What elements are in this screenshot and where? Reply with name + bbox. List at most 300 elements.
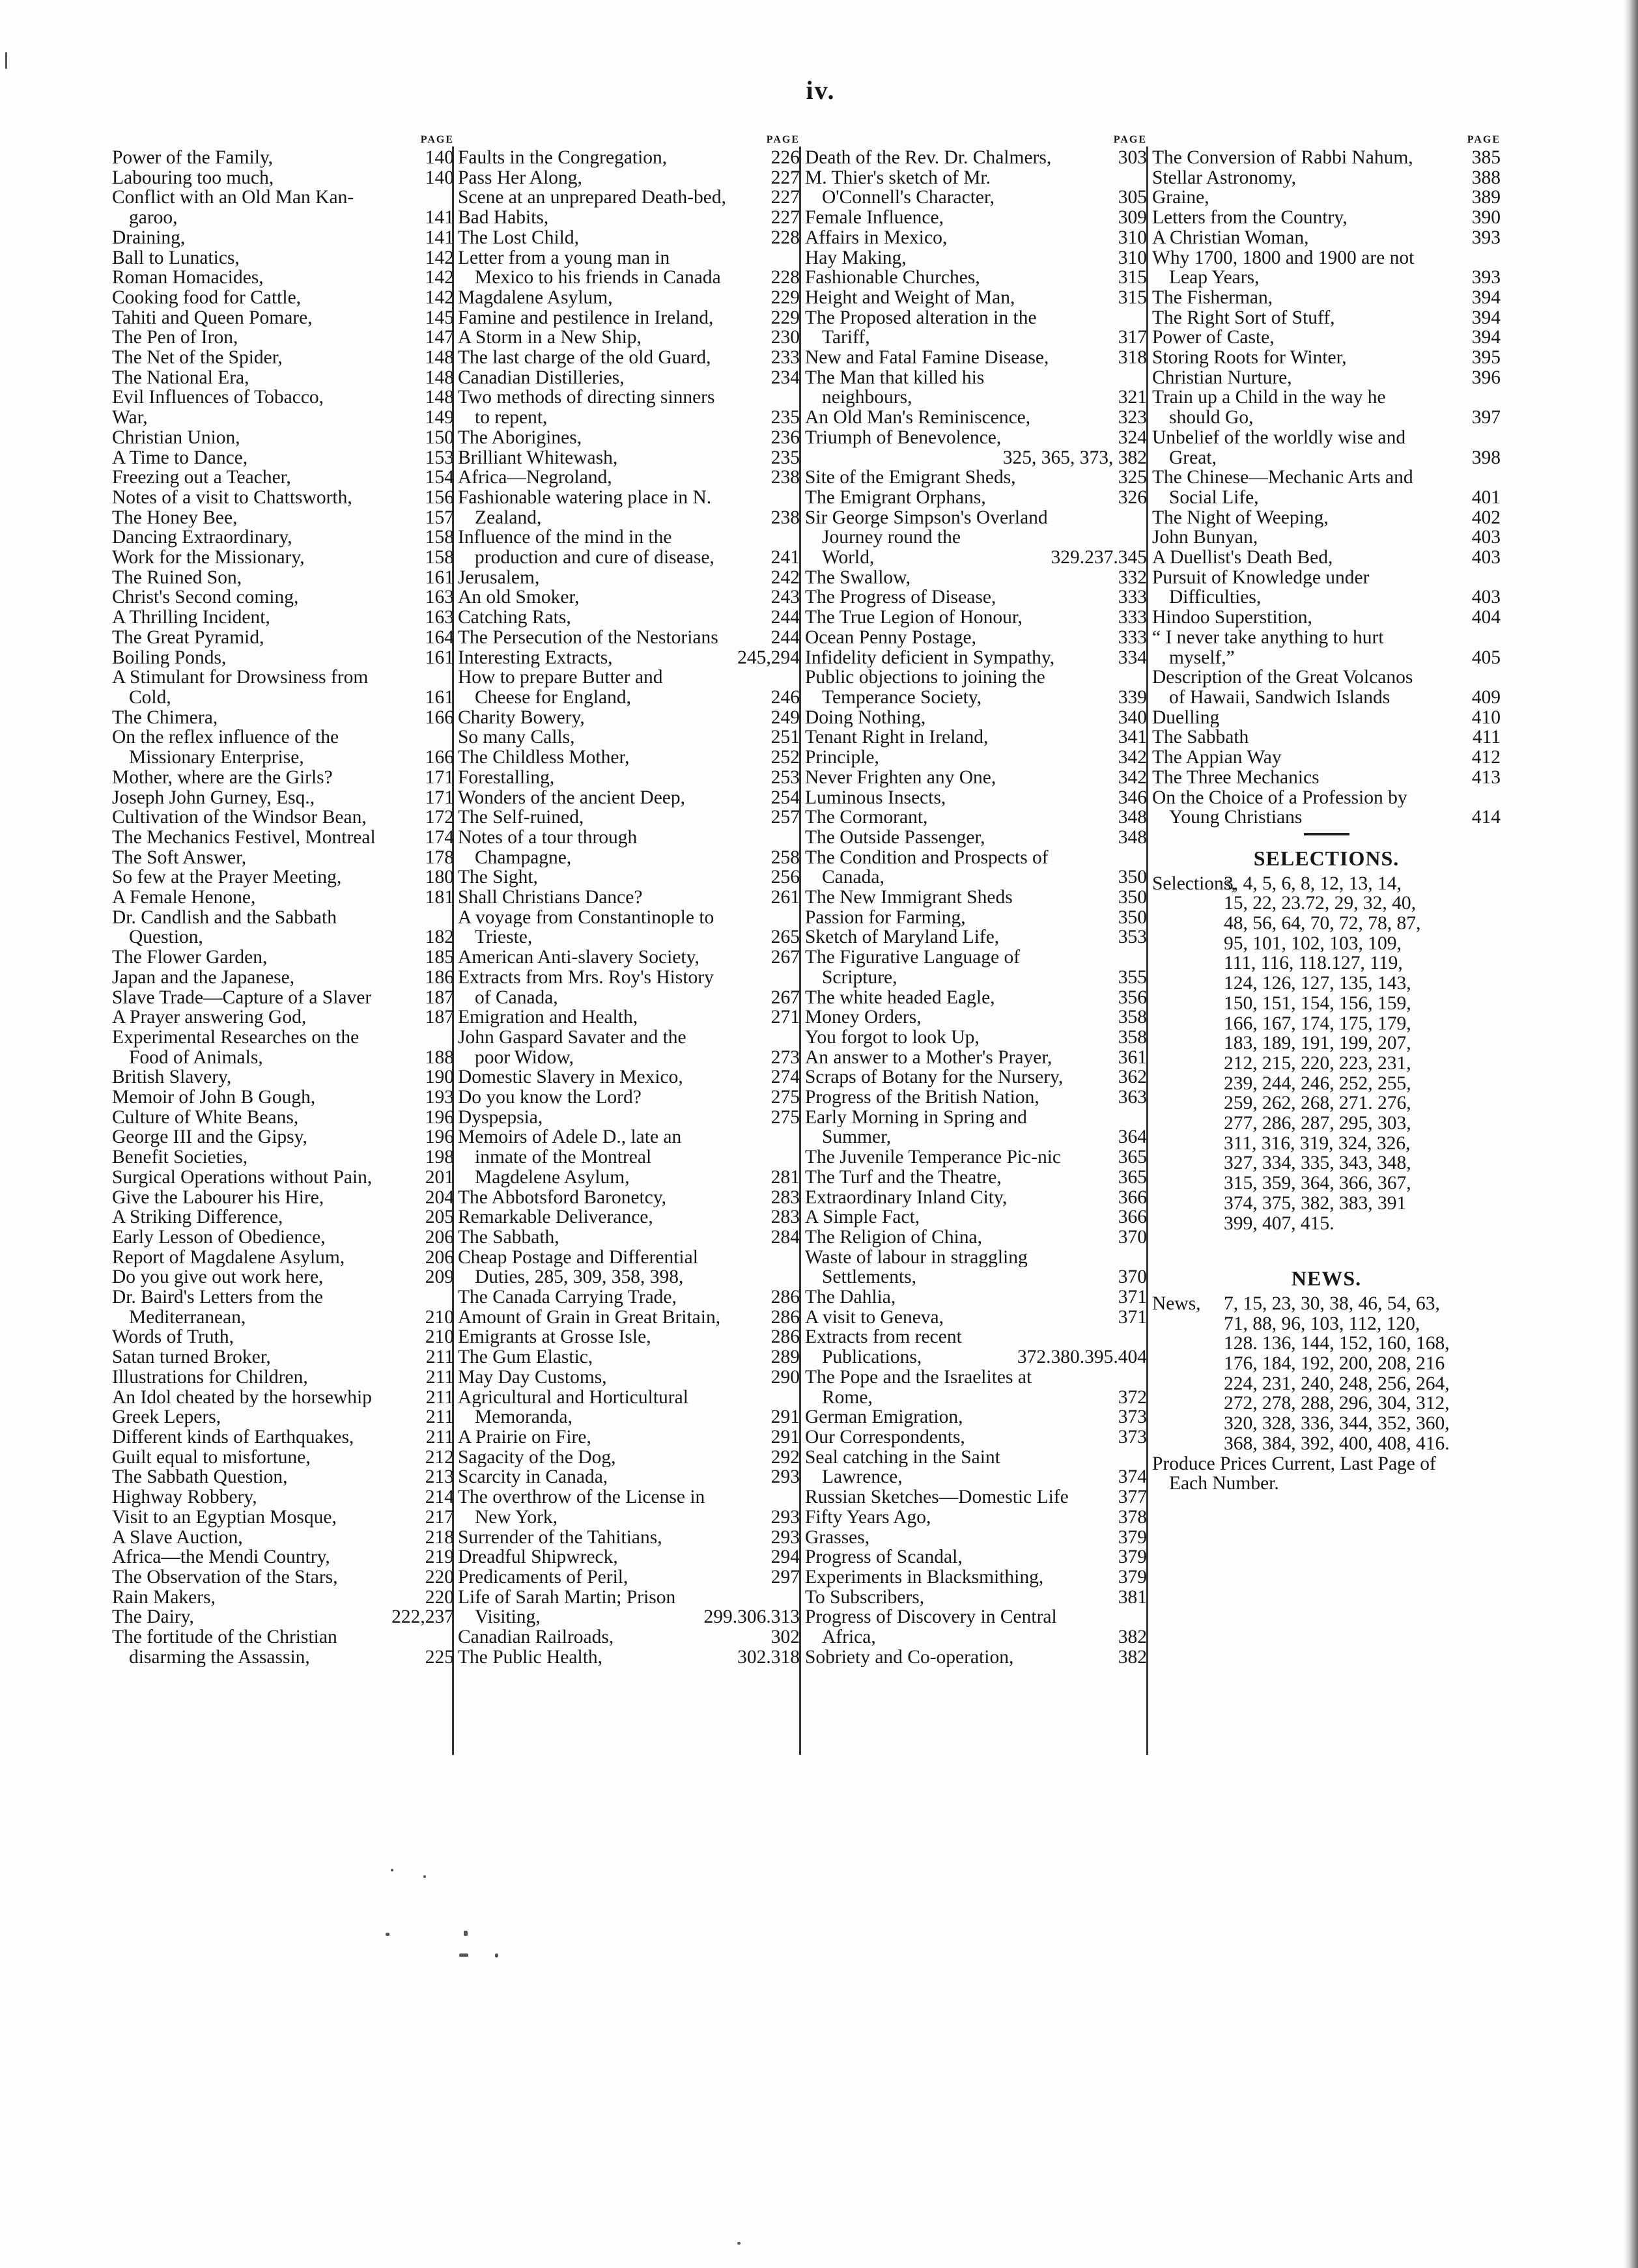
index-entry bbox=[1152, 308, 1501, 328]
entry-title: Sobriety and Co-operation, bbox=[805, 1647, 1014, 1668]
index-entry bbox=[458, 1168, 800, 1188]
entry-title: Forestalling, bbox=[458, 767, 555, 788]
entry-title: Notes of a visit to Chattsworth, bbox=[112, 487, 352, 508]
entry-title: The Mechanics Festivel, Montreal bbox=[112, 827, 376, 848]
entry-title: Experiments in Blacksmithing, bbox=[805, 1567, 1044, 1588]
index-entry bbox=[805, 468, 1147, 488]
entry-page: 211 bbox=[425, 1366, 454, 1388]
entry-page: 196 bbox=[425, 1127, 454, 1148]
entry-title: Do you give out work here, bbox=[112, 1267, 324, 1288]
index-entry bbox=[112, 1467, 454, 1487]
selections-line: 259, 262, 268, 271. 276, bbox=[1224, 1093, 1411, 1114]
entry-page: 370 bbox=[1118, 1226, 1147, 1248]
entry-page: 220 bbox=[425, 1566, 454, 1588]
index-entry bbox=[805, 667, 1147, 688]
entry-page: 293 bbox=[770, 1506, 800, 1528]
entry-page: 273 bbox=[770, 1046, 800, 1068]
entry-page: 366 bbox=[1118, 1186, 1147, 1208]
index-entry bbox=[805, 1207, 1147, 1227]
entry-title: The Night of Weeping, bbox=[1152, 507, 1329, 528]
index-entry bbox=[805, 1227, 1147, 1248]
entry-title: Power of Caste, bbox=[1152, 328, 1275, 348]
entry-page: 228 bbox=[770, 227, 800, 248]
entry-title: On the reflex influence of the bbox=[112, 727, 339, 748]
index-entry bbox=[458, 1108, 800, 1128]
entry-title: Scarcity in Canada, bbox=[458, 1467, 608, 1488]
entry-title: How to prepare Butter and bbox=[458, 667, 663, 688]
entry-page: 227 bbox=[770, 167, 800, 188]
entry-page: 206 bbox=[425, 1246, 454, 1268]
entry-page: 211 bbox=[425, 1386, 454, 1408]
entry-page: 148 bbox=[425, 367, 454, 388]
index-entry bbox=[112, 708, 454, 728]
index-entry bbox=[458, 268, 800, 288]
index-entry bbox=[805, 1588, 1147, 1608]
scan-mark bbox=[423, 1875, 426, 1878]
entry-title: Journey round the bbox=[822, 527, 961, 548]
entry-page: 353 bbox=[1118, 927, 1147, 948]
index-entry bbox=[1152, 328, 1501, 348]
index-entry bbox=[458, 888, 800, 908]
entry-title: The Cormorant, bbox=[805, 807, 928, 828]
entry-page: 249 bbox=[770, 707, 800, 728]
entry-page: 393 bbox=[1471, 227, 1501, 248]
entry-title: of Canada, bbox=[475, 987, 558, 1008]
entry-title: The Dairy, bbox=[112, 1607, 194, 1628]
entry-title: 325, 365, 373, 382 bbox=[1002, 447, 1147, 468]
index-entry bbox=[1152, 387, 1501, 408]
entry-page: 214 bbox=[425, 1487, 454, 1508]
entry-title: Evil Influences of Tobacco, bbox=[112, 387, 324, 408]
entry-page: 379 bbox=[1118, 1526, 1147, 1548]
index-entry bbox=[805, 1627, 1147, 1647]
entry-title: Conflict with an Old Man Kan- bbox=[112, 188, 354, 208]
index-entries bbox=[805, 148, 1147, 1667]
entry-title: British Slavery, bbox=[112, 1067, 232, 1088]
entry-title: Canada, bbox=[822, 867, 884, 888]
entry-title: The Ruined Son, bbox=[112, 567, 242, 588]
news-line: 224, 231, 240, 248, 256, 264, bbox=[1224, 1373, 1450, 1394]
index-entry bbox=[112, 1248, 454, 1268]
index-entry bbox=[805, 1567, 1147, 1588]
entry-page: 411 bbox=[1472, 727, 1501, 748]
entry-page: 193 bbox=[425, 1087, 454, 1108]
index-entry bbox=[112, 208, 454, 228]
index-entry bbox=[805, 548, 1147, 568]
index-column-4 bbox=[1152, 133, 1501, 1494]
entry-page: 350 bbox=[1118, 906, 1147, 928]
index-entry bbox=[805, 708, 1147, 728]
entry-page: 284 bbox=[770, 1226, 800, 1248]
entry-title: Sagacity of the Dog, bbox=[458, 1447, 616, 1468]
entry-title: Rain Makers, bbox=[112, 1587, 216, 1608]
news-pages bbox=[1224, 1294, 1501, 1454]
entry-page: 346 bbox=[1118, 787, 1147, 808]
entry-title: Notes of a tour through bbox=[458, 827, 638, 848]
section-rule bbox=[1304, 833, 1349, 835]
index-entry bbox=[112, 1007, 454, 1028]
entry-title: A Time to Dance, bbox=[112, 447, 248, 468]
entry-page: 390 bbox=[1471, 207, 1501, 229]
entry-page: 235 bbox=[770, 447, 800, 468]
entry-page: 283 bbox=[770, 1186, 800, 1208]
entry-title: On the Choice of a Profession by bbox=[1152, 787, 1407, 808]
entry-page: 414 bbox=[1471, 807, 1501, 828]
entry-title: Leap Years, bbox=[1169, 268, 1260, 288]
index-entry bbox=[458, 527, 800, 548]
entry-page: 409 bbox=[1471, 686, 1501, 708]
entry-page: 323 bbox=[1118, 407, 1147, 428]
index-entry bbox=[805, 288, 1147, 308]
index-entry bbox=[1152, 628, 1501, 648]
entry-title: The Canada Carrying Trade, bbox=[458, 1287, 677, 1308]
entry-title: Female Influence, bbox=[805, 208, 944, 228]
news-line: 320, 328, 336, 344, 352, 360, bbox=[1224, 1413, 1450, 1435]
selections-label: Selections, bbox=[1152, 873, 1236, 894]
entry-page: 186 bbox=[425, 966, 454, 988]
entry-title: A Storm in a New Ship, bbox=[458, 328, 642, 348]
index-entry bbox=[112, 908, 454, 928]
entry-title: Sketch of Maryland Life, bbox=[805, 927, 1000, 948]
entry-page: 394 bbox=[1471, 327, 1501, 348]
entry-title: Scene at an unprepared Death-bed, bbox=[458, 188, 726, 208]
index-entry bbox=[805, 568, 1147, 588]
entry-title: Publications, bbox=[822, 1347, 922, 1367]
index-entry bbox=[805, 1528, 1147, 1548]
index-entry bbox=[112, 667, 454, 688]
entry-page: 235 bbox=[770, 407, 800, 428]
entry-page: 381 bbox=[1118, 1586, 1147, 1608]
entry-page: 364 bbox=[1118, 1127, 1147, 1148]
index-entries bbox=[112, 148, 454, 1667]
entry-title: Memoirs of Adele D., late an bbox=[458, 1127, 682, 1148]
entry-title: “ I never take anything to hurt bbox=[1152, 627, 1384, 648]
entry-page: 366 bbox=[1118, 1207, 1147, 1228]
index-entry bbox=[805, 328, 1147, 348]
entry-title: of Hawaii, Sandwich Islands bbox=[1169, 687, 1391, 708]
entry-title: Tahiti and Queen Pomare, bbox=[112, 307, 313, 328]
index-entry bbox=[805, 727, 1147, 748]
index-entry bbox=[112, 1607, 454, 1627]
entry-title: A Prayer answering God, bbox=[112, 1007, 307, 1028]
entry-title: Description of the Great Volcanos bbox=[1152, 667, 1413, 688]
index-entry bbox=[112, 1067, 454, 1087]
entry-page: 211 bbox=[425, 1347, 454, 1368]
entry-page: 172 bbox=[425, 807, 454, 828]
entry-title: A Simple Fact, bbox=[805, 1207, 920, 1227]
entry-page: 318 bbox=[1118, 347, 1147, 369]
index-entry bbox=[112, 1267, 454, 1287]
entry-page: 303 bbox=[1118, 147, 1147, 168]
index-entry bbox=[458, 648, 800, 668]
index-entry bbox=[1152, 667, 1501, 688]
entry-page: 413 bbox=[1471, 766, 1501, 788]
entry-title: Rome, bbox=[822, 1387, 873, 1408]
index-entry bbox=[805, 1467, 1147, 1487]
produce-prices-note-cont: Each Number. bbox=[1169, 1473, 1279, 1494]
entry-title: The fortitude of the Christian bbox=[112, 1627, 337, 1647]
index-entry bbox=[112, 328, 454, 348]
entry-title: Famine and pestilence in Ireland, bbox=[458, 307, 714, 328]
entry-title: Memoir of John B Gough, bbox=[112, 1087, 316, 1108]
entry-title: Visiting, bbox=[475, 1607, 541, 1628]
index-entry bbox=[112, 927, 454, 947]
index-entry bbox=[458, 148, 800, 168]
selections-line: 124, 126, 127, 135, 143, bbox=[1224, 973, 1411, 994]
index-entry bbox=[458, 748, 800, 768]
selections-line: 95, 101, 102, 103, 109, bbox=[1224, 932, 1402, 954]
index-entry bbox=[1152, 708, 1501, 728]
entry-page: 365 bbox=[1118, 1166, 1147, 1188]
entry-page: 329.237.345 bbox=[1051, 547, 1147, 568]
scan-mark bbox=[495, 1953, 498, 1957]
entry-title: Freezing out a Teacher, bbox=[112, 468, 291, 488]
entry-page: 302 bbox=[770, 1627, 800, 1648]
index-entry bbox=[1152, 608, 1501, 628]
index-entry bbox=[805, 748, 1147, 768]
index-entry bbox=[805, 368, 1147, 388]
index-entry bbox=[1152, 527, 1501, 548]
entry-title: Ball to Lunatics, bbox=[112, 247, 240, 268]
index-entry bbox=[458, 248, 800, 268]
entry-title: Difficulties, bbox=[1169, 587, 1262, 608]
entry-title: Luminous Insects, bbox=[805, 787, 946, 808]
entry-page: 394 bbox=[1471, 287, 1501, 308]
index-entry bbox=[458, 828, 800, 848]
entry-page: 258 bbox=[770, 847, 800, 868]
entry-title: The Fisherman, bbox=[1152, 287, 1273, 308]
index-entry bbox=[805, 888, 1147, 908]
entry-page: 140 bbox=[425, 147, 454, 168]
entry-page: 171 bbox=[425, 766, 454, 788]
index-entry bbox=[112, 1647, 454, 1668]
entry-page: 405 bbox=[1471, 647, 1501, 668]
entry-page: 142 bbox=[425, 267, 454, 288]
entry-page: 371 bbox=[1118, 1306, 1147, 1328]
entry-page: 187 bbox=[425, 1007, 454, 1028]
index-entry bbox=[805, 488, 1147, 508]
index-entry bbox=[112, 368, 454, 388]
entry-page: 372 bbox=[1118, 1386, 1147, 1408]
index-entry bbox=[1152, 727, 1501, 748]
entry-page: 294 bbox=[770, 1547, 800, 1568]
index-entry bbox=[458, 587, 800, 608]
selections-line: 183, 189, 191, 199, 207, bbox=[1224, 1033, 1411, 1054]
index-entry bbox=[112, 1487, 454, 1507]
entry-page: 185 bbox=[425, 947, 454, 968]
entry-title: The white headed Eagle, bbox=[805, 987, 995, 1008]
entry-page: 374 bbox=[1118, 1466, 1147, 1488]
index-entry bbox=[112, 387, 454, 408]
entry-title: garoo, bbox=[129, 208, 178, 228]
entry-title: A voyage from Constantinople to bbox=[458, 907, 714, 928]
index-entry bbox=[805, 308, 1147, 328]
index-entry bbox=[112, 1407, 454, 1427]
entry-title: John Bunyan, bbox=[1152, 527, 1258, 548]
entry-title: Canadian Distilleries, bbox=[458, 367, 625, 388]
entry-page: 251 bbox=[770, 727, 800, 748]
index-entry bbox=[458, 968, 800, 988]
entry-title: Slave Trade—Capture of a Slaver bbox=[112, 987, 372, 1008]
entry-title: Dancing Extraordinary, bbox=[112, 527, 292, 548]
entry-page: 395 bbox=[1471, 347, 1501, 369]
entry-title: Dr. Candlish and the Sabbath bbox=[112, 907, 337, 928]
entry-page: 286 bbox=[770, 1326, 800, 1348]
index-entry bbox=[112, 1207, 454, 1227]
entry-title: The Pope and the Israelites at bbox=[805, 1367, 1032, 1388]
index-entry bbox=[458, 1188, 800, 1208]
entry-title: The Figurative Language of bbox=[805, 947, 1021, 968]
entry-title: The Observation of the Stars, bbox=[112, 1567, 338, 1588]
index-entry bbox=[805, 188, 1147, 208]
index-entry bbox=[1152, 548, 1501, 568]
index-entry bbox=[458, 988, 800, 1008]
index-entry bbox=[805, 1067, 1147, 1087]
index-entry bbox=[112, 548, 454, 568]
index-entry bbox=[1152, 148, 1501, 168]
entry-title: Principle, bbox=[805, 748, 879, 768]
index-entry bbox=[805, 628, 1147, 648]
index-entry bbox=[805, 1108, 1147, 1128]
entry-title: A Slave Auction, bbox=[112, 1527, 243, 1548]
entry-page: 166 bbox=[425, 747, 454, 768]
entry-title: Joseph John Gurney, Esq., bbox=[112, 787, 315, 808]
entry-title: to repent, bbox=[475, 408, 548, 428]
index-entry bbox=[1152, 788, 1501, 808]
entry-page: 234 bbox=[770, 367, 800, 388]
page-column-header: PAGE bbox=[420, 134, 454, 145]
entry-title: John Gaspard Savater and the bbox=[458, 1027, 686, 1048]
entry-title: Zealand, bbox=[475, 507, 542, 528]
entry-page: 382 bbox=[1118, 1646, 1147, 1668]
entry-page: 356 bbox=[1118, 987, 1147, 1008]
index-entry bbox=[458, 168, 800, 188]
index-entry bbox=[805, 448, 1147, 468]
index-entry bbox=[458, 1467, 800, 1487]
entry-page: 211 bbox=[425, 1407, 454, 1428]
entry-title: The National Era, bbox=[112, 367, 249, 388]
index-entry bbox=[1152, 508, 1501, 528]
entry-title: Mother, where are the Girls? bbox=[112, 767, 333, 788]
index-entry bbox=[458, 468, 800, 488]
entry-title: Wonders of the ancient Deep, bbox=[458, 787, 686, 808]
entry-page: 371 bbox=[1118, 1287, 1147, 1308]
entry-title: Magdelene Asylum, bbox=[475, 1167, 630, 1188]
entry-title: The Conversion of Rabbi Nahum, bbox=[1152, 148, 1413, 168]
index-entry bbox=[805, 1028, 1147, 1048]
entry-page: 150 bbox=[425, 427, 454, 448]
index-entry bbox=[112, 867, 454, 888]
produce-prices-note: Produce Prices Current, Last Page of bbox=[1152, 1453, 1436, 1474]
index-entry bbox=[458, 568, 800, 588]
entry-title: Hindoo Superstition, bbox=[1152, 608, 1312, 628]
entry-title: Faults in the Congregation, bbox=[458, 148, 668, 168]
index-entry bbox=[112, 988, 454, 1008]
entry-title: Cultivation of the Windsor Bean, bbox=[112, 807, 367, 828]
index-entry bbox=[1152, 468, 1501, 488]
index-entry bbox=[458, 1267, 800, 1287]
entry-title: Christ's Second coming, bbox=[112, 587, 299, 608]
entry-page: 332 bbox=[1118, 567, 1147, 588]
entry-title: Pursuit of Knowledge under bbox=[1152, 567, 1370, 588]
entry-page: 379 bbox=[1118, 1547, 1147, 1568]
entry-page: 228 bbox=[770, 267, 800, 288]
entry-page: 293 bbox=[770, 1526, 800, 1548]
index-entry bbox=[112, 1528, 454, 1548]
entry-title: The Dahlia, bbox=[805, 1287, 896, 1308]
index-entry bbox=[805, 807, 1147, 828]
entry-page: 310 bbox=[1118, 227, 1147, 248]
entry-title: The Right Sort of Stuff, bbox=[1152, 307, 1335, 328]
index-entry bbox=[112, 1567, 454, 1588]
entry-title: Early Morning in Spring and bbox=[805, 1107, 1027, 1128]
entry-title: The Abbotsford Baronetcy, bbox=[458, 1187, 667, 1208]
entry-page: 241 bbox=[770, 547, 800, 568]
index-entry bbox=[458, 348, 800, 368]
selections-line: 399, 407, 415. bbox=[1224, 1212, 1334, 1234]
entry-title: The Gum Elastic, bbox=[458, 1347, 593, 1367]
entry-title: A Duellist's Death Bed, bbox=[1152, 548, 1333, 568]
index-entry bbox=[1152, 748, 1501, 768]
entry-title: Canadian Railroads, bbox=[458, 1627, 614, 1647]
index-entry bbox=[805, 1168, 1147, 1188]
index-entry bbox=[805, 208, 1147, 228]
entry-title: The Sabbath bbox=[1152, 727, 1249, 748]
index-entry bbox=[458, 947, 800, 968]
entry-page: 163 bbox=[425, 587, 454, 608]
entry-page: 315 bbox=[1118, 267, 1147, 288]
entry-page: 161 bbox=[425, 686, 454, 708]
entry-page: 218 bbox=[425, 1526, 454, 1548]
index-entry bbox=[805, 1427, 1147, 1448]
selections-line: 166, 167, 174, 175, 179, bbox=[1224, 1013, 1411, 1034]
entry-page: 378 bbox=[1118, 1506, 1147, 1528]
entry-title: Temperance Society, bbox=[822, 687, 982, 708]
entry-title: Triumph of Benevolence, bbox=[805, 427, 1002, 448]
entry-page: 299.306.313 bbox=[703, 1606, 800, 1628]
entry-title: Stellar Astronomy, bbox=[1152, 167, 1296, 188]
index-entry bbox=[112, 608, 454, 628]
entry-title: The Swallow, bbox=[805, 567, 911, 588]
entry-page: 403 bbox=[1471, 587, 1501, 608]
entry-title: The New Immigrant Sheds bbox=[805, 888, 1013, 908]
selections-line: 311, 316, 319, 324, 326, bbox=[1224, 1132, 1411, 1154]
index-entry bbox=[805, 387, 1147, 408]
index-entry bbox=[112, 168, 454, 188]
index-entry bbox=[112, 947, 454, 968]
index-entry bbox=[805, 1388, 1147, 1408]
entry-page: 164 bbox=[425, 626, 454, 648]
entry-page: 292 bbox=[770, 1446, 800, 1468]
entry-page: 342 bbox=[1118, 747, 1147, 768]
entry-title: The Turf and the Theatre, bbox=[805, 1167, 1002, 1188]
entry-page: 213 bbox=[425, 1466, 454, 1488]
entry-title: World, bbox=[822, 548, 875, 568]
index-entry bbox=[112, 428, 454, 448]
index-entry bbox=[1152, 188, 1501, 208]
index-entry bbox=[1152, 268, 1501, 288]
index-entry bbox=[805, 1448, 1147, 1468]
index-entry bbox=[458, 608, 800, 628]
index-entry bbox=[805, 248, 1147, 268]
entry-title: German Emigration, bbox=[805, 1407, 963, 1427]
entry-title: Fifty Years Ago, bbox=[805, 1507, 931, 1528]
index-entry bbox=[458, 628, 800, 648]
entry-title: Great, bbox=[1169, 447, 1217, 468]
entry-page: 229 bbox=[770, 287, 800, 308]
entry-page: 362 bbox=[1118, 1067, 1147, 1088]
index-entry bbox=[805, 648, 1147, 668]
